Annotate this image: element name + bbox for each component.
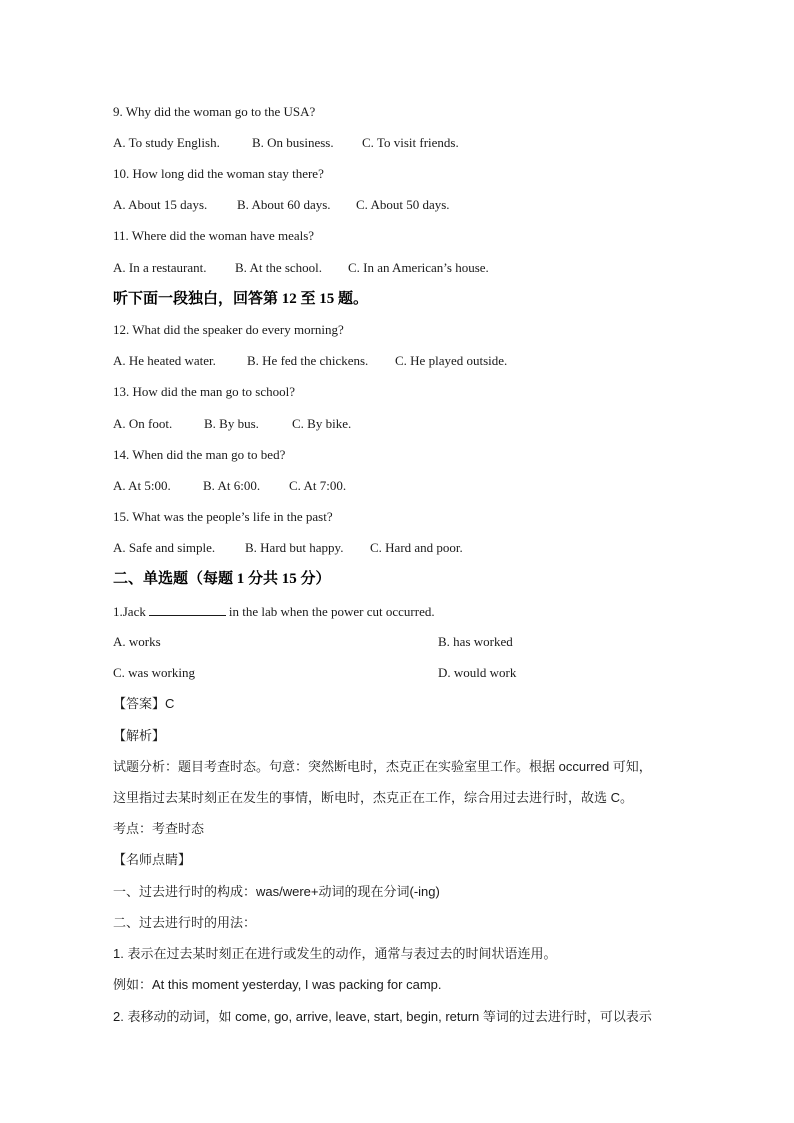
question-13: 13. How did the man go to school? <box>113 384 295 399</box>
option-11b: B. At the school. <box>235 260 323 275</box>
option-11a: A. In a restaurant. <box>113 260 207 275</box>
answer-label: 【答案】 <box>113 696 166 711</box>
option-14b: B. At 6:00. <box>203 478 261 493</box>
option-10a: A. About 15 days. <box>113 197 208 212</box>
tip-line-4: 例如：At this moment yesterday, I was packing for camp. <box>113 977 442 992</box>
question-10: 10. How long did the woman stay there? <box>113 166 324 181</box>
kaodian-line: 考点：考查时态 <box>113 821 205 836</box>
section-heading-listening: 听下面一段独白，回答第 12 至 15 题。 <box>113 291 369 307</box>
option-9b: B. On business. <box>252 135 334 150</box>
analysis-text-1: 试题分析：题目考查时态。句意：突然断电时，杰克正在实验室里工作。根据 occurred 可知， <box>113 759 652 774</box>
mc-question-pre: 1.Jack <box>113 604 146 619</box>
mc-option-d: D. would work <box>438 665 517 680</box>
option-13b: B. By bus. <box>204 416 259 431</box>
option-15c: C. Hard and poor. <box>370 540 463 555</box>
option-9c: C. To visit friends. <box>362 135 459 150</box>
tip-line-5: 2. 表移动的动词，如 come, go, arrive, leave, start, begin, return 等词的过去进行时，可以表示 <box>113 1009 652 1024</box>
analysis-label: 【解析】 <box>113 728 166 743</box>
answer-line <box>113 696 174 712</box>
option-15b: B. Hard but happy. <box>245 540 344 555</box>
answer-value: C <box>165 696 175 711</box>
option-10b: B. About 60 days. <box>237 197 331 212</box>
question-9: 9. Why did the woman go to the USA? <box>113 104 316 119</box>
option-12b: B. He fed the chickens. <box>247 353 369 368</box>
option-9a: A. To study English. <box>113 135 220 150</box>
mc-option-c: C. was working <box>113 665 195 680</box>
mc-option-b: B. has worked <box>438 634 513 649</box>
answer-blank <box>149 603 226 616</box>
mc-option-a: A. works <box>113 634 161 649</box>
tips-label: 【名师点睛】 <box>113 852 192 867</box>
question-14: 14. When did the man go to bed? <box>113 447 286 462</box>
option-13c: C. By bike. <box>292 416 352 431</box>
mc-question-1 <box>113 603 435 620</box>
option-10c: C. About 50 days. <box>356 197 450 212</box>
tip-line-1: 一、过去进行时的构成：was/were+动词的现在分词(-ing) <box>113 884 440 899</box>
analysis-text-2: 这里指过去某时刻正在发生的事情，断电时，杰克正在工作，综合用过去进行时，故选 C。 <box>113 790 634 805</box>
mc-question-post: in the lab when the power cut occurred. <box>228 604 435 619</box>
option-14c: C. At 7:00. <box>289 478 347 493</box>
option-11c: C. In an American’s house. <box>348 260 489 275</box>
option-14a: A. At 5:00. <box>113 478 171 493</box>
tip-line-3: 1. 表示在过去某时刻正在进行或发生的动作，通常与表过去的时间状语连用。 <box>113 946 557 961</box>
question-15: 15. What was the people’s life in the past? <box>113 509 333 524</box>
option-12c: C. He played outside. <box>395 353 508 368</box>
option-15a: A. Safe and simple. <box>113 540 216 555</box>
question-11: 11. Where did the woman have meals? <box>113 228 315 243</box>
option-13a: A. On foot. <box>113 416 173 431</box>
tip-line-2: 二、过去进行时的用法： <box>113 915 257 930</box>
question-12: 12. What did the speaker do every morning? <box>113 322 344 337</box>
section-heading-single-choice: 二、单选题（每题 1 分共 15 分） <box>113 571 331 587</box>
option-12a: A. He heated water. <box>113 353 216 368</box>
